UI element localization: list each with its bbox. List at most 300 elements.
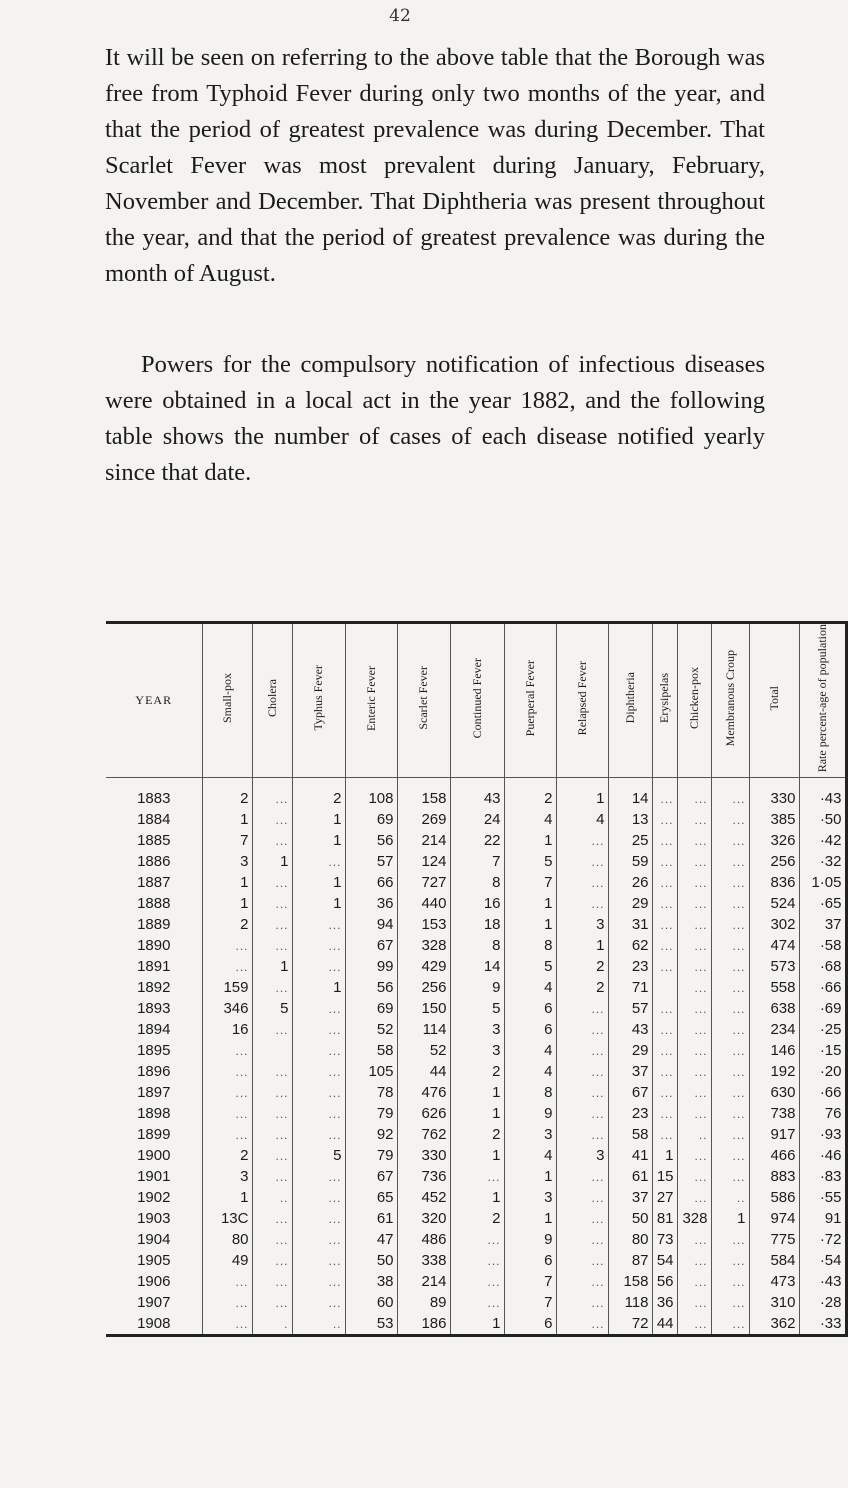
table-cell: ... (202, 956, 252, 977)
table-cell: 62 (608, 935, 652, 956)
table-cell: 5 (450, 998, 504, 1019)
table-cell: 4 (504, 1061, 556, 1082)
table-cell: ... (711, 914, 749, 935)
column-header (202, 623, 252, 778)
table-cell: ·54 (799, 1250, 846, 1271)
table-cell: 738 (749, 1103, 799, 1124)
table-cell: ... (252, 1208, 292, 1229)
column-header-label: Chicken-pox (686, 667, 701, 730)
table-cell: 762 (397, 1124, 450, 1145)
table-cell: 1 (504, 830, 556, 851)
table-cell: 50 (345, 1250, 397, 1271)
table-cell: ... (252, 977, 292, 998)
table-cell: ... (556, 893, 608, 914)
year-cell: 1901 (106, 1166, 202, 1187)
table-cell: ... (252, 893, 292, 914)
table-cell: ... (677, 998, 711, 1019)
table-cell: 57 (345, 851, 397, 872)
table-cell: 118 (608, 1292, 652, 1313)
table-cell: 89 (397, 1292, 450, 1313)
table-cell: 302 (749, 914, 799, 935)
table-row (106, 1166, 846, 1187)
table-cell: ... (677, 956, 711, 977)
table-cell: ... (677, 977, 711, 998)
table-row (106, 1271, 846, 1292)
table-cell: ... (292, 1208, 345, 1229)
table-cell: 7 (202, 830, 252, 851)
table-cell: .. (677, 1124, 711, 1145)
table-cell: ... (711, 872, 749, 893)
year-cell: 1888 (106, 893, 202, 914)
table-row (106, 1061, 846, 1082)
table-cell: 320 (397, 1208, 450, 1229)
table-cell: ... (711, 1082, 749, 1103)
table-cell: ... (556, 851, 608, 872)
table-cell: 67 (345, 1166, 397, 1187)
table-cell: 214 (397, 830, 450, 851)
table-cell: ·65 (799, 893, 846, 914)
year-cell: 1887 (106, 872, 202, 893)
table-cell: 105 (345, 1061, 397, 1082)
table-row (106, 956, 846, 977)
table-cell: 3 (556, 1145, 608, 1166)
column-header (652, 623, 677, 778)
table-cell: 9 (450, 977, 504, 998)
table-cell: ... (252, 1271, 292, 1292)
table-cell: ... (450, 1250, 504, 1271)
table-cell: 65 (345, 1187, 397, 1208)
table-cell: ... (202, 1061, 252, 1082)
table-cell: ... (711, 1061, 749, 1082)
table-cell: 79 (345, 1103, 397, 1124)
table-cell: 69 (345, 809, 397, 830)
table-cell: ... (252, 809, 292, 830)
table-row (106, 914, 846, 935)
year-cell: 1890 (106, 935, 202, 956)
table-cell: .. (711, 1187, 749, 1208)
table-row (106, 1208, 846, 1229)
table-cell: 67 (345, 935, 397, 956)
column-header-label: Relapsed Fever (574, 660, 589, 736)
table-cell: 54 (652, 1250, 677, 1271)
table-cell (252, 1040, 292, 1061)
table-cell: ... (711, 1040, 749, 1061)
table-cell: ... (677, 1187, 711, 1208)
table-cell: ... (450, 1292, 504, 1313)
table-cell: ... (292, 1229, 345, 1250)
table-cell: ... (711, 1292, 749, 1313)
table-cell: 524 (749, 893, 799, 914)
table-cell: 16 (202, 1019, 252, 1040)
table-row (106, 1313, 846, 1336)
table-cell: ... (450, 1166, 504, 1187)
table-cell: 5 (252, 998, 292, 1019)
column-header (799, 623, 846, 778)
table-cell: ... (292, 1103, 345, 1124)
table-cell: ... (450, 1271, 504, 1292)
table-cell: 466 (749, 1145, 799, 1166)
column-header-label: YEAR (135, 693, 173, 708)
table-cell: 1 (252, 956, 292, 977)
column-header-label: Total (766, 685, 781, 711)
table-cell: 1 (652, 1145, 677, 1166)
table-cell: ... (556, 872, 608, 893)
table-cell: 56 (652, 1271, 677, 1292)
table-cell: 1 (556, 778, 608, 810)
table-cell: ... (252, 1082, 292, 1103)
paragraph-typhoid-scarlet-diphtheria: It will be seen on referring to the above table that the Borough was free from Typhoid Fever during only two months of the year, and that the period of greatest prevalence was during December. That Scarlet Fever was most prevalent during January, February, November and December. That Diphtheria was present throughout the year, and that the period of greatest prevalence was during the month of August. (105, 44, 765, 287)
table-cell: 626 (397, 1103, 450, 1124)
table-body (106, 778, 846, 1336)
table-cell: ·58 (799, 935, 846, 956)
table-cell: ·83 (799, 1166, 846, 1187)
table-cell: ·15 (799, 1040, 846, 1061)
table-cell: ... (652, 914, 677, 935)
table-cell: 43 (450, 778, 504, 810)
table-cell: ... (652, 893, 677, 914)
table-cell: ... (711, 809, 749, 830)
table-cell: ... (652, 1040, 677, 1061)
table-cell: ... (556, 1208, 608, 1229)
column-header-label: Small-pox (219, 673, 234, 724)
table-cell: ... (252, 1250, 292, 1271)
column-header (556, 623, 608, 778)
column-header-label: Rate percent-age of population (814, 624, 829, 773)
table-cell: 584 (749, 1250, 799, 1271)
table-cell: 158 (608, 1271, 652, 1292)
table-cell: ... (677, 1019, 711, 1040)
table-cell: 47 (345, 1229, 397, 1250)
table-cell: ... (292, 1187, 345, 1208)
table-cell: 486 (397, 1229, 450, 1250)
table-cell: ... (252, 872, 292, 893)
table-cell: 52 (397, 1040, 450, 1061)
table-cell: 53 (345, 1313, 397, 1336)
table-cell: ... (652, 956, 677, 977)
table-cell: . (252, 1313, 292, 1336)
table-cell: 50 (608, 1208, 652, 1229)
table-cell: 71 (608, 977, 652, 998)
table-cell: 87 (608, 1250, 652, 1271)
column-header-label: Puerperal Fever (522, 659, 537, 737)
table-cell: 9 (504, 1103, 556, 1124)
table-cell: 192 (749, 1061, 799, 1082)
table-cell: ... (252, 1061, 292, 1082)
table-row (106, 1103, 846, 1124)
table-cell: 4 (504, 1040, 556, 1061)
year-cell: 1896 (106, 1061, 202, 1082)
table-cell: ... (252, 935, 292, 956)
table-row (106, 1040, 846, 1061)
table-cell: 1 (252, 851, 292, 872)
table-cell: 13C (202, 1208, 252, 1229)
year-cell: 1893 (106, 998, 202, 1019)
table-cell: 1 (504, 1208, 556, 1229)
table-cell: 6 (504, 1019, 556, 1040)
table-cell: 1·05 (799, 872, 846, 893)
table-cell: 7 (504, 1292, 556, 1313)
table-cell: 346 (202, 998, 252, 1019)
table-cell: 6 (504, 1250, 556, 1271)
table-cell: ... (556, 1229, 608, 1250)
table-cell: ... (711, 893, 749, 914)
table-cell: ... (252, 1103, 292, 1124)
table-cell: ... (556, 998, 608, 1019)
table-cell: ... (652, 1061, 677, 1082)
table-cell: 38 (345, 1271, 397, 1292)
year-cell: 1900 (106, 1145, 202, 1166)
table-cell: 476 (397, 1082, 450, 1103)
table-row (106, 977, 846, 998)
table-cell: 29 (608, 893, 652, 914)
table-cell: ... (252, 1019, 292, 1040)
table-cell: 79 (345, 1145, 397, 1166)
column-header (252, 623, 292, 778)
table-cell: 1 (292, 977, 345, 998)
table-cell: 69 (345, 998, 397, 1019)
table-cell: ... (711, 977, 749, 998)
table-cell: 234 (749, 1019, 799, 1040)
table-cell: ... (677, 935, 711, 956)
table-cell: ... (652, 778, 677, 810)
table-cell: 114 (397, 1019, 450, 1040)
table-cell: 8 (504, 1082, 556, 1103)
table-cell: ... (711, 956, 749, 977)
table-cell: 58 (608, 1124, 652, 1145)
table-cell: ·66 (799, 977, 846, 998)
table-cell: 7 (504, 1271, 556, 1292)
table-cell: 5 (292, 1145, 345, 1166)
table-row (106, 1082, 846, 1103)
table-cell: 328 (397, 935, 450, 956)
table-cell: 80 (202, 1229, 252, 1250)
table-cell: ... (677, 1250, 711, 1271)
table-cell: ... (252, 1229, 292, 1250)
column-header (749, 623, 799, 778)
table-cell: 1 (711, 1208, 749, 1229)
column-header (711, 623, 749, 778)
table-cell: 836 (749, 872, 799, 893)
table-cell: ·20 (799, 1061, 846, 1082)
table-cell: ... (711, 1103, 749, 1124)
table-cell: ... (202, 1292, 252, 1313)
table-cell: ... (292, 956, 345, 977)
table-cell: ... (652, 998, 677, 1019)
column-header (608, 623, 652, 778)
table-cell: 8 (450, 935, 504, 956)
table-cell: 3 (504, 1187, 556, 1208)
table-cell: 9 (504, 1229, 556, 1250)
year-cell: 1908 (106, 1313, 202, 1336)
table-cell: 72 (608, 1313, 652, 1336)
table-cell: 1 (202, 893, 252, 914)
table-cell: 14 (608, 778, 652, 810)
table-cell: ... (556, 1061, 608, 1082)
table-cell: ... (556, 1292, 608, 1313)
table-cell: ... (677, 1082, 711, 1103)
table-cell: 2 (450, 1124, 504, 1145)
table-cell: ... (711, 1145, 749, 1166)
table-row (106, 998, 846, 1019)
table-cell: ... (677, 830, 711, 851)
table-cell: 1 (292, 809, 345, 830)
table-cell: 558 (749, 977, 799, 998)
table-cell: 1 (450, 1313, 504, 1336)
table-cell: ... (711, 1313, 749, 1336)
table-cell: 4 (556, 809, 608, 830)
table-cell: 452 (397, 1187, 450, 1208)
table-cell: 18 (450, 914, 504, 935)
table-cell: ·46 (799, 1145, 846, 1166)
year-cell: 1907 (106, 1292, 202, 1313)
table-cell: 473 (749, 1271, 799, 1292)
table-cell: 27 (652, 1187, 677, 1208)
table-cell: 153 (397, 914, 450, 935)
table-cell: ... (202, 1040, 252, 1061)
table-cell: ·32 (799, 851, 846, 872)
table-cell: ·43 (799, 1271, 846, 1292)
table-cell: ·50 (799, 809, 846, 830)
table-cell: ... (677, 1229, 711, 1250)
table-cell: ·33 (799, 1313, 846, 1336)
table-cell: ... (677, 809, 711, 830)
column-header-label: Erysipelas (657, 673, 671, 724)
table-cell: ... (556, 1103, 608, 1124)
table-cell: 3 (556, 914, 608, 935)
table-cell: ... (450, 1229, 504, 1250)
table-cell: ... (652, 872, 677, 893)
table-cell: 269 (397, 809, 450, 830)
table-cell: ... (711, 935, 749, 956)
table-cell: 94 (345, 914, 397, 935)
table-cell: 61 (345, 1208, 397, 1229)
table-cell: 23 (608, 956, 652, 977)
table-cell: ·25 (799, 1019, 846, 1040)
table-cell: 736 (397, 1166, 450, 1187)
table-cell: 2 (450, 1061, 504, 1082)
table-cell: 6 (504, 1313, 556, 1336)
year-cell: 1897 (106, 1082, 202, 1103)
table-cell: ... (556, 1040, 608, 1061)
year-cell: 1885 (106, 830, 202, 851)
table-cell: 92 (345, 1124, 397, 1145)
table-cell: 91 (799, 1208, 846, 1229)
table-cell: ... (252, 914, 292, 935)
table-cell: 150 (397, 998, 450, 1019)
table-cell: ... (677, 1103, 711, 1124)
table-cell: ... (292, 1040, 345, 1061)
table-cell: 385 (749, 809, 799, 830)
table-cell: 310 (749, 1292, 799, 1313)
page-number: 42 (389, 6, 411, 26)
year-cell: 1886 (106, 851, 202, 872)
table-cell: 186 (397, 1313, 450, 1336)
table-cell: ... (556, 1124, 608, 1145)
year-cell: 1904 (106, 1229, 202, 1250)
table-cell: 31 (608, 914, 652, 935)
table-cell: ... (252, 1124, 292, 1145)
table-cell: ... (556, 1271, 608, 1292)
table-cell: 43 (608, 1019, 652, 1040)
table-cell: 24 (450, 809, 504, 830)
table-cell: 37 (799, 914, 846, 935)
table-cell: 8 (504, 935, 556, 956)
table-cell: 124 (397, 851, 450, 872)
table-cell: 56 (345, 830, 397, 851)
table-cell: ... (292, 914, 345, 935)
year-cell: 1902 (106, 1187, 202, 1208)
table-cell: 66 (345, 872, 397, 893)
table-cell: 630 (749, 1082, 799, 1103)
table-cell: ... (711, 1124, 749, 1145)
paragraph-notification-powers: Powers for the compulsory notification of infectious diseases were obtained in a local act in the year 1882, and the following table shows the number of cases of each disease notified yearly since that date. (105, 351, 765, 486)
table-cell: 13 (608, 809, 652, 830)
table-cell: 14 (450, 956, 504, 977)
table-cell: 4 (504, 809, 556, 830)
table-cell: 2 (202, 914, 252, 935)
table-cell: ... (202, 1271, 252, 1292)
table-cell: 1 (202, 872, 252, 893)
table-cell: 2 (292, 778, 345, 810)
table-cell: ... (652, 1019, 677, 1040)
table-cell: ... (677, 914, 711, 935)
column-header-label: Diphtheria (622, 672, 637, 724)
table-cell: 5 (504, 851, 556, 872)
table-cell: ... (677, 893, 711, 914)
table-cell: 4 (504, 977, 556, 998)
table-cell: ... (677, 1061, 711, 1082)
table-row (106, 893, 846, 914)
table-cell: 76 (799, 1103, 846, 1124)
table-cell: ... (677, 1040, 711, 1061)
table-cell: 59 (608, 851, 652, 872)
year-cell: 1898 (106, 1103, 202, 1124)
table-cell: ... (677, 851, 711, 872)
table-cell: 974 (749, 1208, 799, 1229)
table-cell: 37 (608, 1061, 652, 1082)
table-cell: 36 (652, 1292, 677, 1313)
table-cell: 638 (749, 998, 799, 1019)
table-cell: 5 (504, 956, 556, 977)
table-cell: 80 (608, 1229, 652, 1250)
table-cell: 57 (608, 998, 652, 1019)
table-cell: 3 (202, 1166, 252, 1187)
table-cell: 330 (749, 778, 799, 810)
table-cell: ... (677, 1292, 711, 1313)
table-cell: 23 (608, 1103, 652, 1124)
table-cell: ... (252, 830, 292, 851)
table-cell: ... (292, 1124, 345, 1145)
table-cell: 256 (749, 851, 799, 872)
table-cell: 159 (202, 977, 252, 998)
year-cell: 1905 (106, 1250, 202, 1271)
table-cell: ... (711, 998, 749, 1019)
table-cell: 1 (504, 914, 556, 935)
table-row (106, 1187, 846, 1208)
table-cell: 1 (292, 893, 345, 914)
year-cell: 1892 (106, 977, 202, 998)
table-cell: 917 (749, 1124, 799, 1145)
column-header (345, 623, 397, 778)
table-row (106, 1292, 846, 1313)
table-cell: 1 (450, 1145, 504, 1166)
table-row (106, 778, 846, 810)
table-cell: .. (252, 1187, 292, 1208)
table-cell: 6 (504, 998, 556, 1019)
table-cell: 3 (450, 1019, 504, 1040)
notification-table (106, 621, 848, 1337)
table-cell: ... (292, 851, 345, 872)
